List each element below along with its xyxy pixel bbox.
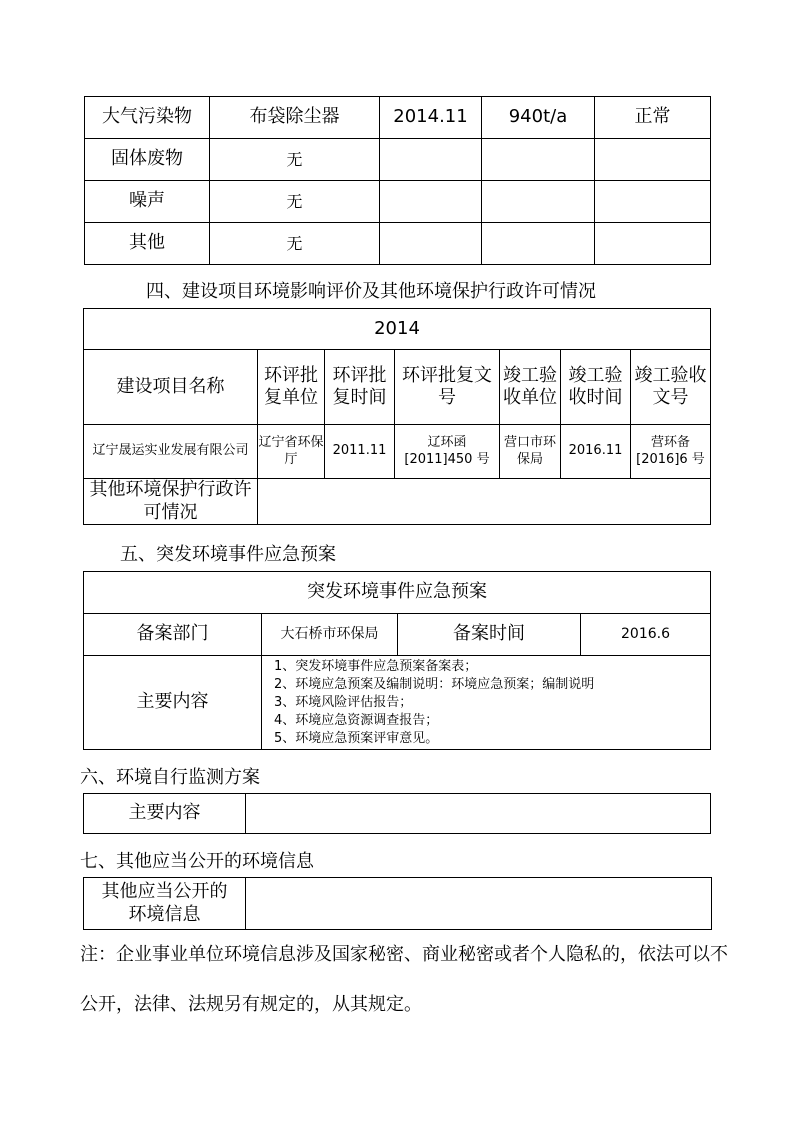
emergency-plan-table: [83, 571, 711, 750]
table-row: [84, 656, 711, 750]
list-item: 1、突发环境事件应急预案备案表；: [274, 658, 478, 674]
list-item: 3、环境风险评估报告；: [274, 694, 413, 710]
content-list: [262, 656, 711, 750]
monitoring-plan-table: [83, 793, 711, 834]
eia-table: [83, 308, 711, 525]
cell-acceptance-time: 2016.11: [561, 425, 631, 479]
status-cell: [595, 181, 711, 223]
header-acceptance-unit: 竣工验收单位: [500, 350, 561, 425]
other-info-value: [246, 878, 712, 930]
other-info-table: [83, 877, 712, 930]
cell-acceptance-doc: 营环备[2016]6 号: [631, 425, 711, 479]
pollution-control-table: [84, 96, 711, 265]
section7-heading: 七、其他应当公开的环境信息: [80, 851, 314, 872]
header-eia-unit: 环评批复单位: [258, 350, 325, 425]
capacity-cell: [482, 181, 595, 223]
other-info-label: 其他应当公开的环境信息: [84, 878, 246, 930]
table-row: [84, 878, 712, 930]
pollutant-type-cell: 大气污染物: [85, 97, 210, 139]
list-item: 5、环境应急预案评审意见。: [274, 730, 439, 746]
table-row: [84, 479, 711, 525]
status-cell: 正常: [595, 97, 711, 139]
record-time-value: 2016.6: [581, 614, 711, 656]
pollutant-type-cell: 其他: [85, 223, 210, 265]
cell-eia-doc: 辽环函[2011]450 号: [395, 425, 500, 479]
table-row: [85, 181, 711, 223]
time-cell: 2014.11: [380, 97, 482, 139]
eia-year: 2014: [84, 309, 711, 350]
facility-cell: 无: [210, 223, 380, 265]
header-acceptance-doc: 竣工验收文号: [631, 350, 711, 425]
other-permit-label: 其他环境保护行政许可情况: [84, 479, 258, 525]
section4-heading: 四、建设项目环境影响评价及其他环境保护行政许可情况: [146, 281, 596, 302]
other-permit-value: [258, 479, 711, 525]
monitoring-content-value: [246, 794, 711, 834]
table-row: [84, 309, 711, 350]
header-eia-time: 环评批复时间: [325, 350, 395, 425]
emergency-plan-title: 突发环境事件应急预案: [84, 572, 711, 614]
table-row: [85, 223, 711, 265]
status-cell: [595, 223, 711, 265]
cell-eia-unit: 辽宁省环保厅: [258, 425, 325, 479]
facility-cell: 布袋除尘器: [210, 97, 380, 139]
facility-cell: 无: [210, 139, 380, 181]
capacity-cell: 940t/a: [482, 97, 595, 139]
footnote: 注：企业事业单位环境信息涉及国家秘密、商业秘密或者个人隐私的，依法可以不公开，法律、法规另有规定的，从其规定。: [80, 944, 728, 1015]
capacity-cell: [482, 223, 595, 265]
list-item: 4、环境应急资源调查报告；: [274, 712, 439, 728]
cell-acceptance-unit: 营口市环保局: [500, 425, 561, 479]
list-item: 2、环境应急预案及编制说明：环境应急预案；编制说明: [274, 676, 595, 692]
status-cell: [595, 139, 711, 181]
cell-project-name: 辽宁晟运实业发展有限公司: [84, 425, 258, 479]
table-row: [84, 572, 711, 614]
section6-heading: 六、环境自行监测方案: [80, 767, 260, 788]
content-label: 主要内容: [84, 656, 262, 750]
time-cell: [380, 223, 482, 265]
record-dept-label: 备案部门: [84, 614, 262, 656]
header-eia-doc: 环评批复文号: [395, 350, 500, 425]
section5-heading: 五、突发环境事件应急预案: [120, 544, 336, 565]
table-row: [84, 350, 711, 425]
table-row: [84, 794, 711, 834]
record-dept-value: 大石桥市环保局: [262, 614, 398, 656]
facility-cell: 无: [210, 181, 380, 223]
time-cell: [380, 181, 482, 223]
header-project-name: 建设项目名称: [84, 350, 258, 425]
table-row: [84, 425, 711, 479]
capacity-cell: [482, 139, 595, 181]
pollutant-type-cell: 噪声: [85, 181, 210, 223]
record-time-label: 备案时间: [398, 614, 581, 656]
table-row: [85, 97, 711, 139]
table-row: [85, 139, 711, 181]
time-cell: [380, 139, 482, 181]
table-row: [84, 614, 711, 656]
pollutant-type-cell: 固体废物: [85, 139, 210, 181]
cell-eia-time: 2011.11: [325, 425, 395, 479]
header-acceptance-time: 竣工验收时间: [561, 350, 631, 425]
monitoring-content-label: 主要内容: [84, 794, 246, 834]
